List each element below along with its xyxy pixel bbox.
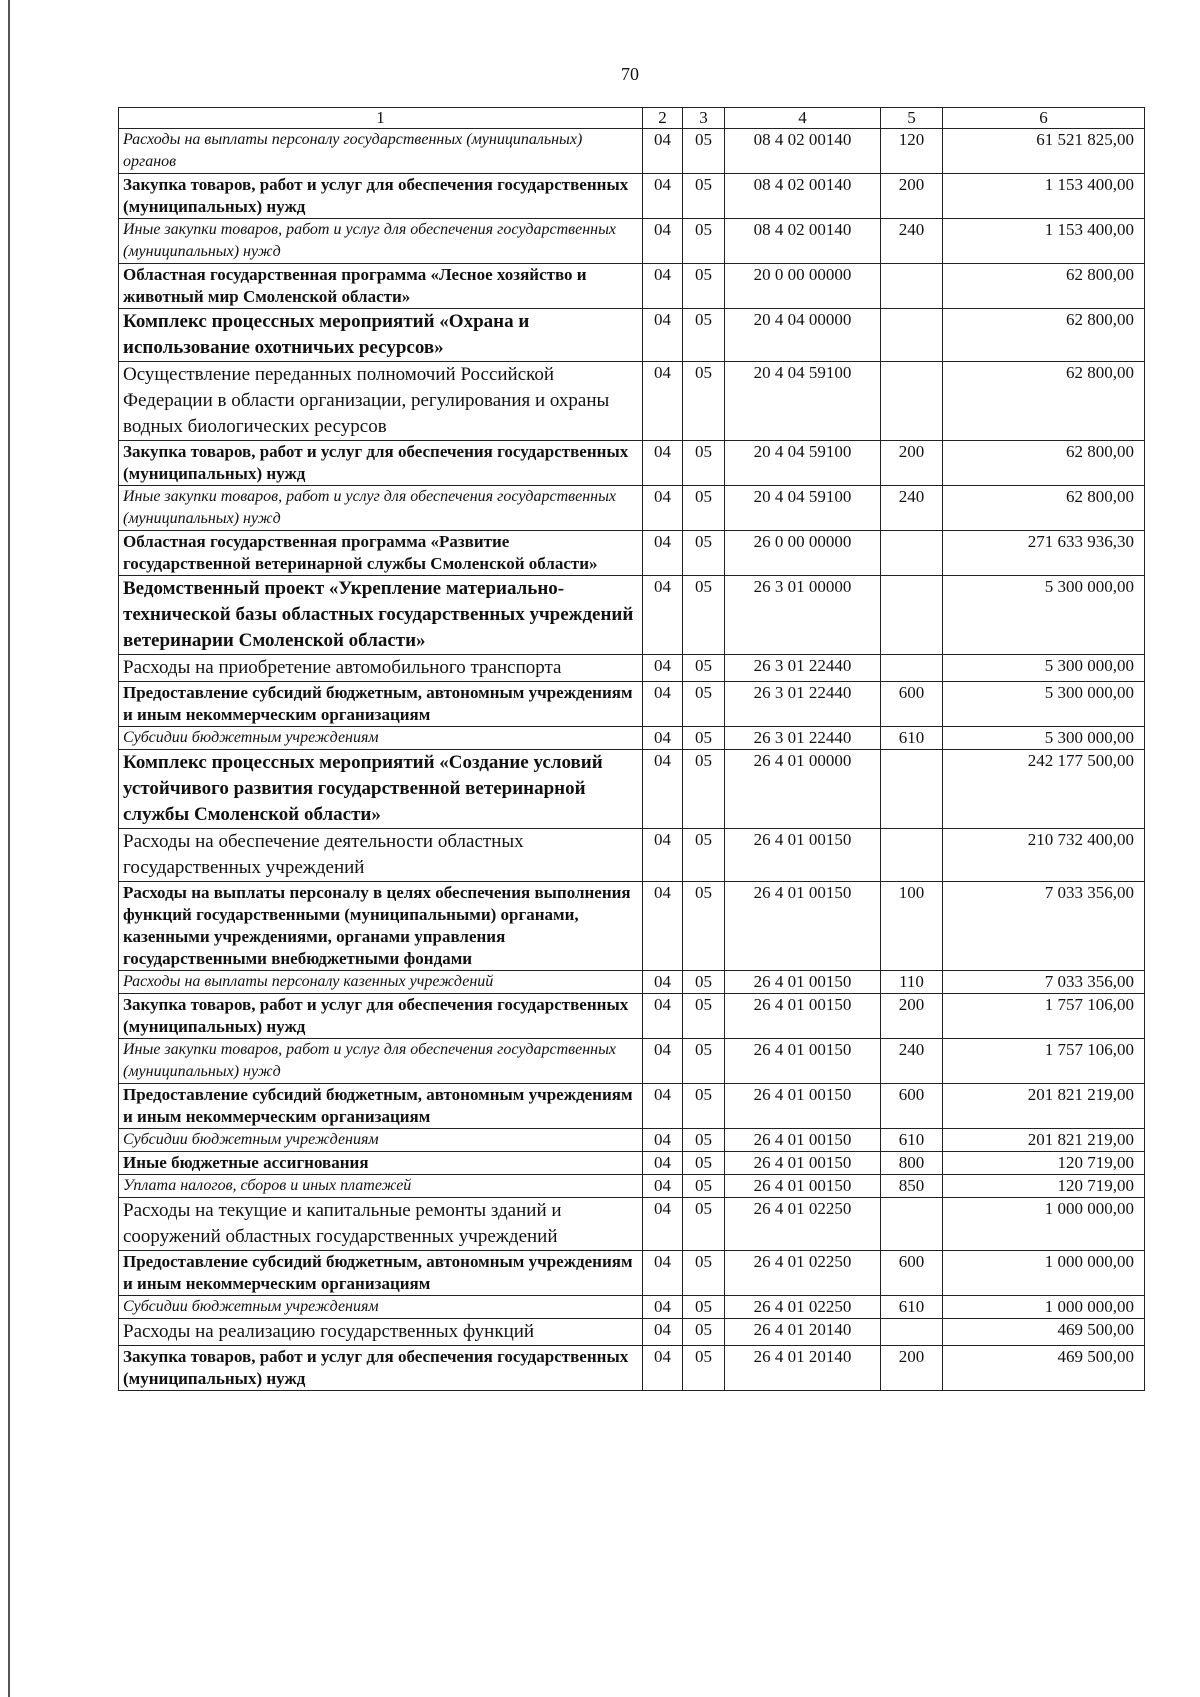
row-name: Иные закупки товаров, работ и услуг для обеспечения государственных (муниципальных) нужд xyxy=(119,1039,643,1084)
row-subsection: 05 xyxy=(683,994,725,1039)
row-expense-type: 240 xyxy=(881,1039,943,1084)
row-section: 04 xyxy=(643,1129,683,1152)
row-section: 04 xyxy=(643,750,683,829)
row-target-code: 20 4 04 59100 xyxy=(725,362,881,441)
row-expense-type xyxy=(881,1198,943,1251)
row-subsection: 05 xyxy=(683,1198,725,1251)
row-target-code: 26 4 01 02250 xyxy=(725,1296,881,1319)
row-target-code: 26 4 01 00000 xyxy=(725,750,881,829)
row-subsection: 05 xyxy=(683,882,725,971)
row-subsection: 05 xyxy=(683,655,725,682)
row-expense-type: 610 xyxy=(881,727,943,750)
row-target-code: 26 4 01 00150 xyxy=(725,882,881,971)
row-subsection: 05 xyxy=(683,441,725,486)
row-section: 04 xyxy=(643,994,683,1039)
row-target-code: 26 4 01 02250 xyxy=(725,1251,881,1296)
row-amount: 120 719,00 xyxy=(943,1175,1145,1198)
header-col-1: 1 xyxy=(119,108,643,129)
row-amount: 5 300 000,00 xyxy=(943,682,1145,727)
table-header-row xyxy=(119,108,1145,129)
row-subsection: 05 xyxy=(683,1152,725,1175)
row-expense-type xyxy=(881,829,943,882)
page-number: 70 xyxy=(621,64,639,84)
row-subsection: 05 xyxy=(683,129,725,174)
row-subsection: 05 xyxy=(683,750,725,829)
row-section: 04 xyxy=(643,576,683,655)
row-section: 04 xyxy=(643,727,683,750)
row-name: Расходы на реализацию государственных функций xyxy=(119,1319,643,1346)
row-subsection: 05 xyxy=(683,682,725,727)
row-name: Закупка товаров, работ и услуг для обеспечения государственных (муниципальных) нужд xyxy=(119,174,643,219)
row-target-code: 26 0 00 00000 xyxy=(725,531,881,576)
row-amount: 1 757 106,00 xyxy=(943,994,1145,1039)
row-expense-type: 120 xyxy=(881,129,943,174)
table-body xyxy=(119,129,1145,1391)
row-section: 04 xyxy=(643,682,683,727)
row-amount: 61 521 825,00 xyxy=(943,129,1145,174)
row-name: Областная государственная программа «Лесное хозяйство и животный мир Смоленской области» xyxy=(119,264,643,309)
row-expense-type xyxy=(881,1319,943,1346)
table-row xyxy=(119,829,1145,882)
table-row xyxy=(119,1152,1145,1175)
row-amount: 120 719,00 xyxy=(943,1152,1145,1175)
table-row xyxy=(119,750,1145,829)
row-amount: 5 300 000,00 xyxy=(943,655,1145,682)
row-expense-type: 200 xyxy=(881,174,943,219)
row-target-code: 26 3 01 00000 xyxy=(725,576,881,655)
row-section: 04 xyxy=(643,531,683,576)
row-subsection: 05 xyxy=(683,1039,725,1084)
row-name: Расходы на текущие и капитальные ремонты зданий и сооружений областных государственных учреждений xyxy=(119,1198,643,1251)
row-subsection: 05 xyxy=(683,1346,725,1391)
row-target-code: 20 0 00 00000 xyxy=(725,264,881,309)
row-amount: 62 800,00 xyxy=(943,264,1145,309)
row-target-code: 26 4 01 00150 xyxy=(725,829,881,882)
row-expense-type: 610 xyxy=(881,1129,943,1152)
header-col-6: 6 xyxy=(943,108,1145,129)
row-name: Субсидии бюджетным учреждениям xyxy=(119,1296,643,1319)
row-expense-type: 610 xyxy=(881,1296,943,1319)
row-amount: 5 300 000,00 xyxy=(943,727,1145,750)
row-amount: 469 500,00 xyxy=(943,1319,1145,1346)
table-row xyxy=(119,971,1145,994)
table-row xyxy=(119,219,1145,264)
table-row xyxy=(119,655,1145,682)
row-section: 04 xyxy=(643,264,683,309)
row-name: Иные закупки товаров, работ и услуг для обеспечения государственных (муниципальных) нужд xyxy=(119,486,643,531)
row-expense-type xyxy=(881,655,943,682)
row-expense-type: 600 xyxy=(881,682,943,727)
header-col-3: 3 xyxy=(683,108,725,129)
table-row xyxy=(119,1129,1145,1152)
row-section: 04 xyxy=(643,129,683,174)
row-amount: 1 000 000,00 xyxy=(943,1251,1145,1296)
row-section: 04 xyxy=(643,1198,683,1251)
row-name: Комплекс процессных мероприятий «Охрана и использование охотничьих ресурсов» xyxy=(119,309,643,362)
header-col-5: 5 xyxy=(881,108,943,129)
table-row xyxy=(119,1251,1145,1296)
row-expense-type xyxy=(881,362,943,441)
row-amount: 7 033 356,00 xyxy=(943,882,1145,971)
row-amount: 5 300 000,00 xyxy=(943,576,1145,655)
header-col-4: 4 xyxy=(725,108,881,129)
row-name: Уплата налогов, сборов и иных платежей xyxy=(119,1175,643,1198)
row-amount: 242 177 500,00 xyxy=(943,750,1145,829)
row-expense-type: 600 xyxy=(881,1251,943,1296)
row-target-code: 26 4 01 00150 xyxy=(725,994,881,1039)
table-row xyxy=(119,1084,1145,1129)
row-amount: 201 821 219,00 xyxy=(943,1129,1145,1152)
table-row xyxy=(119,362,1145,441)
row-section: 04 xyxy=(643,1319,683,1346)
row-amount: 1 153 400,00 xyxy=(943,219,1145,264)
table-row xyxy=(119,441,1145,486)
row-name: Предоставление субсидий бюджетным, автономным учреждениям и иным некоммерческим организациям xyxy=(119,1084,643,1129)
row-subsection: 05 xyxy=(683,219,725,264)
row-target-code: 20 4 04 59100 xyxy=(725,486,881,531)
row-section: 04 xyxy=(643,882,683,971)
table-row xyxy=(119,264,1145,309)
row-amount: 469 500,00 xyxy=(943,1346,1145,1391)
row-name: Расходы на выплаты персоналу государственных (муниципальных) органов xyxy=(119,129,643,174)
table-row xyxy=(119,531,1145,576)
row-subsection: 05 xyxy=(683,531,725,576)
row-target-code: 26 4 01 20140 xyxy=(725,1346,881,1391)
row-section: 04 xyxy=(643,174,683,219)
row-section: 04 xyxy=(643,1296,683,1319)
row-subsection: 05 xyxy=(683,1296,725,1319)
row-subsection: 05 xyxy=(683,1175,725,1198)
row-name: Закупка товаров, работ и услуг для обеспечения государственных (муниципальных) нужд xyxy=(119,994,643,1039)
row-amount: 1 757 106,00 xyxy=(943,1039,1145,1084)
row-section: 04 xyxy=(643,362,683,441)
row-section: 04 xyxy=(643,655,683,682)
row-name: Расходы на приобретение автомобильного транспорта xyxy=(119,655,643,682)
row-expense-type: 850 xyxy=(881,1175,943,1198)
table-row xyxy=(119,727,1145,750)
row-target-code: 20 4 04 00000 xyxy=(725,309,881,362)
table-row xyxy=(119,1175,1145,1198)
row-name: Предоставление субсидий бюджетным, автономным учреждениям и иным некоммерческим организациям xyxy=(119,1251,643,1296)
row-name: Осуществление переданных полномочий Российской Федерации в области организации, регулирования и охраны водных биологических ресурсов xyxy=(119,362,643,441)
row-name: Комплекс процессных мероприятий «Создание условий устойчивого развития государственной ветеринарной службы Смоленской области» xyxy=(119,750,643,829)
row-subsection: 05 xyxy=(683,1251,725,1296)
row-amount: 210 732 400,00 xyxy=(943,829,1145,882)
row-expense-type: 200 xyxy=(881,441,943,486)
row-amount: 62 800,00 xyxy=(943,486,1145,531)
row-section: 04 xyxy=(643,1152,683,1175)
row-expense-type: 800 xyxy=(881,1152,943,1175)
row-amount: 7 033 356,00 xyxy=(943,971,1145,994)
row-name: Предоставление субсидий бюджетным, автономным учреждениям и иным некоммерческим организациям xyxy=(119,682,643,727)
row-amount: 62 800,00 xyxy=(943,362,1145,441)
row-name: Расходы на обеспечение деятельности областных государственных учреждений xyxy=(119,829,643,882)
row-subsection: 05 xyxy=(683,362,725,441)
row-subsection: 05 xyxy=(683,829,725,882)
table-row xyxy=(119,309,1145,362)
row-target-code: 26 4 01 00150 xyxy=(725,971,881,994)
row-expense-type: 600 xyxy=(881,1084,943,1129)
table-row xyxy=(119,994,1145,1039)
row-target-code: 26 4 01 00150 xyxy=(725,1039,881,1084)
budget-table xyxy=(118,107,1145,1391)
table-row xyxy=(119,576,1145,655)
row-target-code: 26 4 01 00150 xyxy=(725,1129,881,1152)
row-subsection: 05 xyxy=(683,174,725,219)
row-name: Иные бюджетные ассигнования xyxy=(119,1152,643,1175)
row-expense-type: 240 xyxy=(881,486,943,531)
row-expense-type: 240 xyxy=(881,219,943,264)
row-section: 04 xyxy=(643,441,683,486)
row-amount: 62 800,00 xyxy=(943,309,1145,362)
row-amount: 201 821 219,00 xyxy=(943,1084,1145,1129)
row-amount: 62 800,00 xyxy=(943,441,1145,486)
row-section: 04 xyxy=(643,1346,683,1391)
row-name: Областная государственная программа «Развитие государственной ветеринарной службы Смоленской области» xyxy=(119,531,643,576)
row-target-code: 20 4 04 59100 xyxy=(725,441,881,486)
row-target-code: 08 4 02 00140 xyxy=(725,219,881,264)
table-row xyxy=(119,1039,1145,1084)
row-amount: 1 000 000,00 xyxy=(943,1296,1145,1319)
row-target-code: 26 4 01 02250 xyxy=(725,1198,881,1251)
row-subsection: 05 xyxy=(683,309,725,362)
row-name: Ведомственный проект «Укрепление материально-технической базы областных государственных учреждений ветеринарии Смоленской области» xyxy=(119,576,643,655)
row-amount: 271 633 936,30 xyxy=(943,531,1145,576)
row-expense-type xyxy=(881,576,943,655)
row-expense-type: 110 xyxy=(881,971,943,994)
row-target-code: 26 3 01 22440 xyxy=(725,727,881,750)
table-row xyxy=(119,682,1145,727)
row-name: Иные закупки товаров, работ и услуг для обеспечения государственных (муниципальных) нужд xyxy=(119,219,643,264)
row-subsection: 05 xyxy=(683,1319,725,1346)
row-subsection: 05 xyxy=(683,1084,725,1129)
table-row xyxy=(119,129,1145,174)
row-subsection: 05 xyxy=(683,727,725,750)
row-subsection: 05 xyxy=(683,1129,725,1152)
row-amount: 1 000 000,00 xyxy=(943,1198,1145,1251)
row-amount: 1 153 400,00 xyxy=(943,174,1145,219)
row-target-code: 08 4 02 00140 xyxy=(725,174,881,219)
row-name: Субсидии бюджетным учреждениям xyxy=(119,727,643,750)
header-col-2: 2 xyxy=(643,108,683,129)
row-section: 04 xyxy=(643,486,683,531)
row-section: 04 xyxy=(643,1084,683,1129)
row-expense-type xyxy=(881,750,943,829)
row-expense-type xyxy=(881,531,943,576)
row-name: Расходы на выплаты персоналу казенных учреждений xyxy=(119,971,643,994)
row-target-code: 26 3 01 22440 xyxy=(725,655,881,682)
row-section: 04 xyxy=(643,1251,683,1296)
row-target-code: 26 3 01 22440 xyxy=(725,682,881,727)
row-expense-type: 100 xyxy=(881,882,943,971)
table-row xyxy=(119,486,1145,531)
row-target-code: 08 4 02 00140 xyxy=(725,129,881,174)
row-name: Закупка товаров, работ и услуг для обеспечения государственных (муниципальных) нужд xyxy=(119,441,643,486)
table-row xyxy=(119,1346,1145,1391)
row-subsection: 05 xyxy=(683,971,725,994)
row-expense-type: 200 xyxy=(881,994,943,1039)
table-row xyxy=(119,1319,1145,1346)
row-name: Закупка товаров, работ и услуг для обеспечения государственных (муниципальных) нужд xyxy=(119,1346,643,1391)
scan-left-edge xyxy=(8,0,10,1697)
table-row xyxy=(119,1198,1145,1251)
row-subsection: 05 xyxy=(683,486,725,531)
row-expense-type xyxy=(881,309,943,362)
row-section: 04 xyxy=(643,1175,683,1198)
row-name: Субсидии бюджетным учреждениям xyxy=(119,1129,643,1152)
row-expense-type xyxy=(881,264,943,309)
row-target-code: 26 4 01 00150 xyxy=(725,1152,881,1175)
table-row xyxy=(119,882,1145,971)
row-expense-type: 200 xyxy=(881,1346,943,1391)
row-section: 04 xyxy=(643,219,683,264)
table-row xyxy=(119,1296,1145,1319)
row-subsection: 05 xyxy=(683,264,725,309)
row-section: 04 xyxy=(643,309,683,362)
row-subsection: 05 xyxy=(683,576,725,655)
row-target-code: 26 4 01 00150 xyxy=(725,1084,881,1129)
row-section: 04 xyxy=(643,1039,683,1084)
table-row xyxy=(119,174,1145,219)
row-target-code: 26 4 01 20140 xyxy=(725,1319,881,1346)
row-target-code: 26 4 01 00150 xyxy=(725,1175,881,1198)
row-section: 04 xyxy=(643,829,683,882)
row-section: 04 xyxy=(643,971,683,994)
row-name: Расходы на выплаты персоналу в целях обеспечения выполнения функций государственными (муниципальными) органами, казенными учреждениями, органами управления государственными внебюджетными фондами xyxy=(119,882,643,971)
